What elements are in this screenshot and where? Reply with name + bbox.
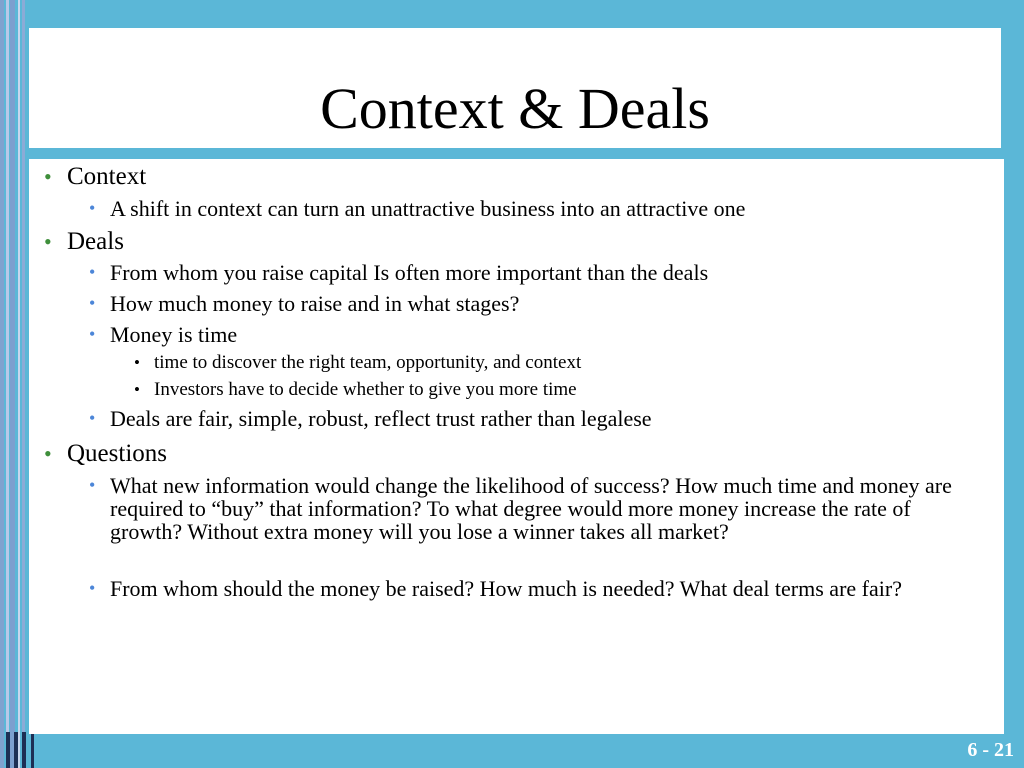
content-panel (29, 159, 1004, 734)
bullet-item: • Questions (44, 440, 167, 467)
decor-stripe (22, 0, 25, 768)
bullet-dot: • (44, 441, 52, 466)
decor-bar (14, 732, 18, 768)
decor-stripe (0, 0, 4, 768)
decor-stripe (6, 0, 9, 768)
bullet-dot: • (89, 408, 96, 428)
bullet-item: • How much money to raise and in what stages? (89, 291, 520, 316)
bullet-item: • Context (44, 163, 147, 190)
decor-stripe (10, 0, 15, 768)
bullet-item: • Deals are fair, simple, robust, reflect trust rather than legalese (89, 406, 652, 431)
bullet-dot: • (89, 293, 96, 313)
decor-bar (22, 732, 26, 768)
bullet-dot: • (89, 578, 96, 598)
bullet-item: • From whom should the money be raised? How much is needed? What deal terms are fair? (89, 576, 902, 601)
bullet-item: • What new information would change the likelihood of success? How much time and money are required to “buy” that information? To what degree would more money increase the rate of growth? Without extra money will you lose a winner takes all market? (89, 473, 952, 544)
bullet-item: • A shift in context can turn an unattractive business into an attractive one (89, 196, 746, 221)
bullet-dot: • (134, 353, 140, 372)
decor-stripe (18, 0, 20, 768)
bullet-dot: • (44, 229, 52, 254)
bullet-dot: • (89, 198, 96, 218)
page-number: 6 - 21 (967, 739, 1014, 761)
bullet-dot: • (89, 475, 96, 495)
bullet-dot: • (44, 164, 52, 189)
bullet-dot: • (134, 380, 140, 399)
bullet-item: • Investors have to decide whether to give you more time (134, 379, 577, 400)
bullet-item: • Money is time (89, 322, 238, 347)
decor-bar (6, 732, 10, 768)
bullet-item: • Deals (44, 228, 124, 255)
bullet-dot: • (89, 262, 96, 282)
bullet-item: • From whom you raise capital Is often more important than the deals (89, 260, 709, 285)
bullet-dot: • (89, 324, 96, 344)
bullet-item: • time to discover the right team, opportunity, and context (134, 352, 582, 373)
title-panel (29, 28, 1001, 148)
slide-title: Context & Deals (320, 76, 710, 141)
decor-bar (31, 732, 34, 768)
